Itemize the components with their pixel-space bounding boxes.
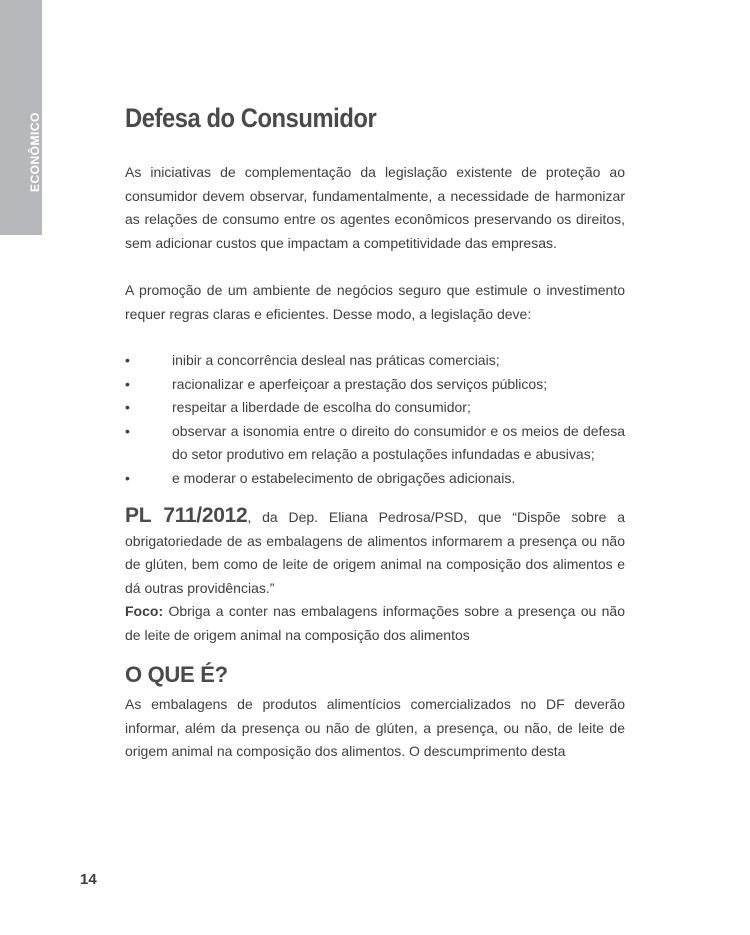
list-item-text: inibir a concorrência desleal nas práticas comerciais; bbox=[172, 352, 500, 368]
page-content bbox=[125, 96, 625, 764]
section-side-tab bbox=[0, 0, 42, 235]
bullet-marker: • bbox=[125, 375, 130, 392]
page-number: 14 bbox=[80, 871, 97, 888]
bill-description-text: , da Dep. Eliana Pedrosa/PSD, que “Dispõe sobre a obrigatoriedade de as embalagens de alimentos informarem a presença ou não de glúten, bem como de leite de origem animal na composição dos alimentos e dá outras providências.” bbox=[125, 509, 626, 596]
intro-paragraph: As iniciativas de complementação da legislação existente de proteção ao consumidor devem observar, fundamentalmente, a necessidade de harmonizar as relações de consumo entre os agentes econômicos preservando os direitos, sem adicionar custos que impactam a competitividade das empresas. bbox=[125, 164, 625, 251]
bill-code: PL 711/2012 bbox=[125, 504, 248, 527]
section-heading-what-is: O QUE É? bbox=[125, 662, 228, 687]
page-title: Defesa do Consumidor bbox=[125, 103, 377, 133]
list-item-text: racionalizar e aperfeiçoar a prestação dos serviços públicos; bbox=[172, 375, 548, 392]
list-item bbox=[125, 420, 625, 467]
list-item bbox=[125, 467, 625, 491]
list-item-text: observar a isonomia entre o direito do consumidor e os meios de defesa do setor produtivo em relação a postulações infundadas e abusivas; bbox=[172, 422, 625, 462]
bullet-marker: • bbox=[125, 399, 130, 415]
bullet-marker: • bbox=[125, 469, 130, 486]
bullet-marker: • bbox=[125, 352, 130, 368]
bill-description bbox=[125, 504, 625, 600]
list-item bbox=[125, 373, 625, 397]
section-paragraph: As embalagens de produtos alimentícios comercializados no DF deverão informar, além da presença ou não de glúten, a presença, ou não, de leite de origem animal na composição dos alimentos. O descumprimento desta bbox=[125, 696, 625, 759]
promotion-paragraph: A promoção de um ambiente de negócios seguro que estimule o investimento requer regras claras e eficientes. Desse modo, a legislação deve: bbox=[125, 282, 625, 322]
list-item-text: respeitar a liberdade de escolha do consumidor; bbox=[172, 399, 471, 415]
focus-text: Obriga a conter nas embalagens informações sobre a presença ou não de leite de origem animal na composição dos alimentos bbox=[125, 603, 625, 643]
bill-focus bbox=[125, 600, 625, 647]
list-item bbox=[125, 349, 625, 373]
section-side-tab-label: ECONÔMICO bbox=[28, 112, 42, 193]
list-item bbox=[125, 396, 625, 420]
focus-label: Foco: bbox=[125, 603, 164, 619]
list-item-text: e moderar o estabelecimento de obrigações adicionais. bbox=[172, 469, 516, 486]
legislation-bullet-list bbox=[125, 349, 625, 490]
bullet-marker: • bbox=[125, 422, 130, 439]
bill-block bbox=[125, 504, 625, 647]
